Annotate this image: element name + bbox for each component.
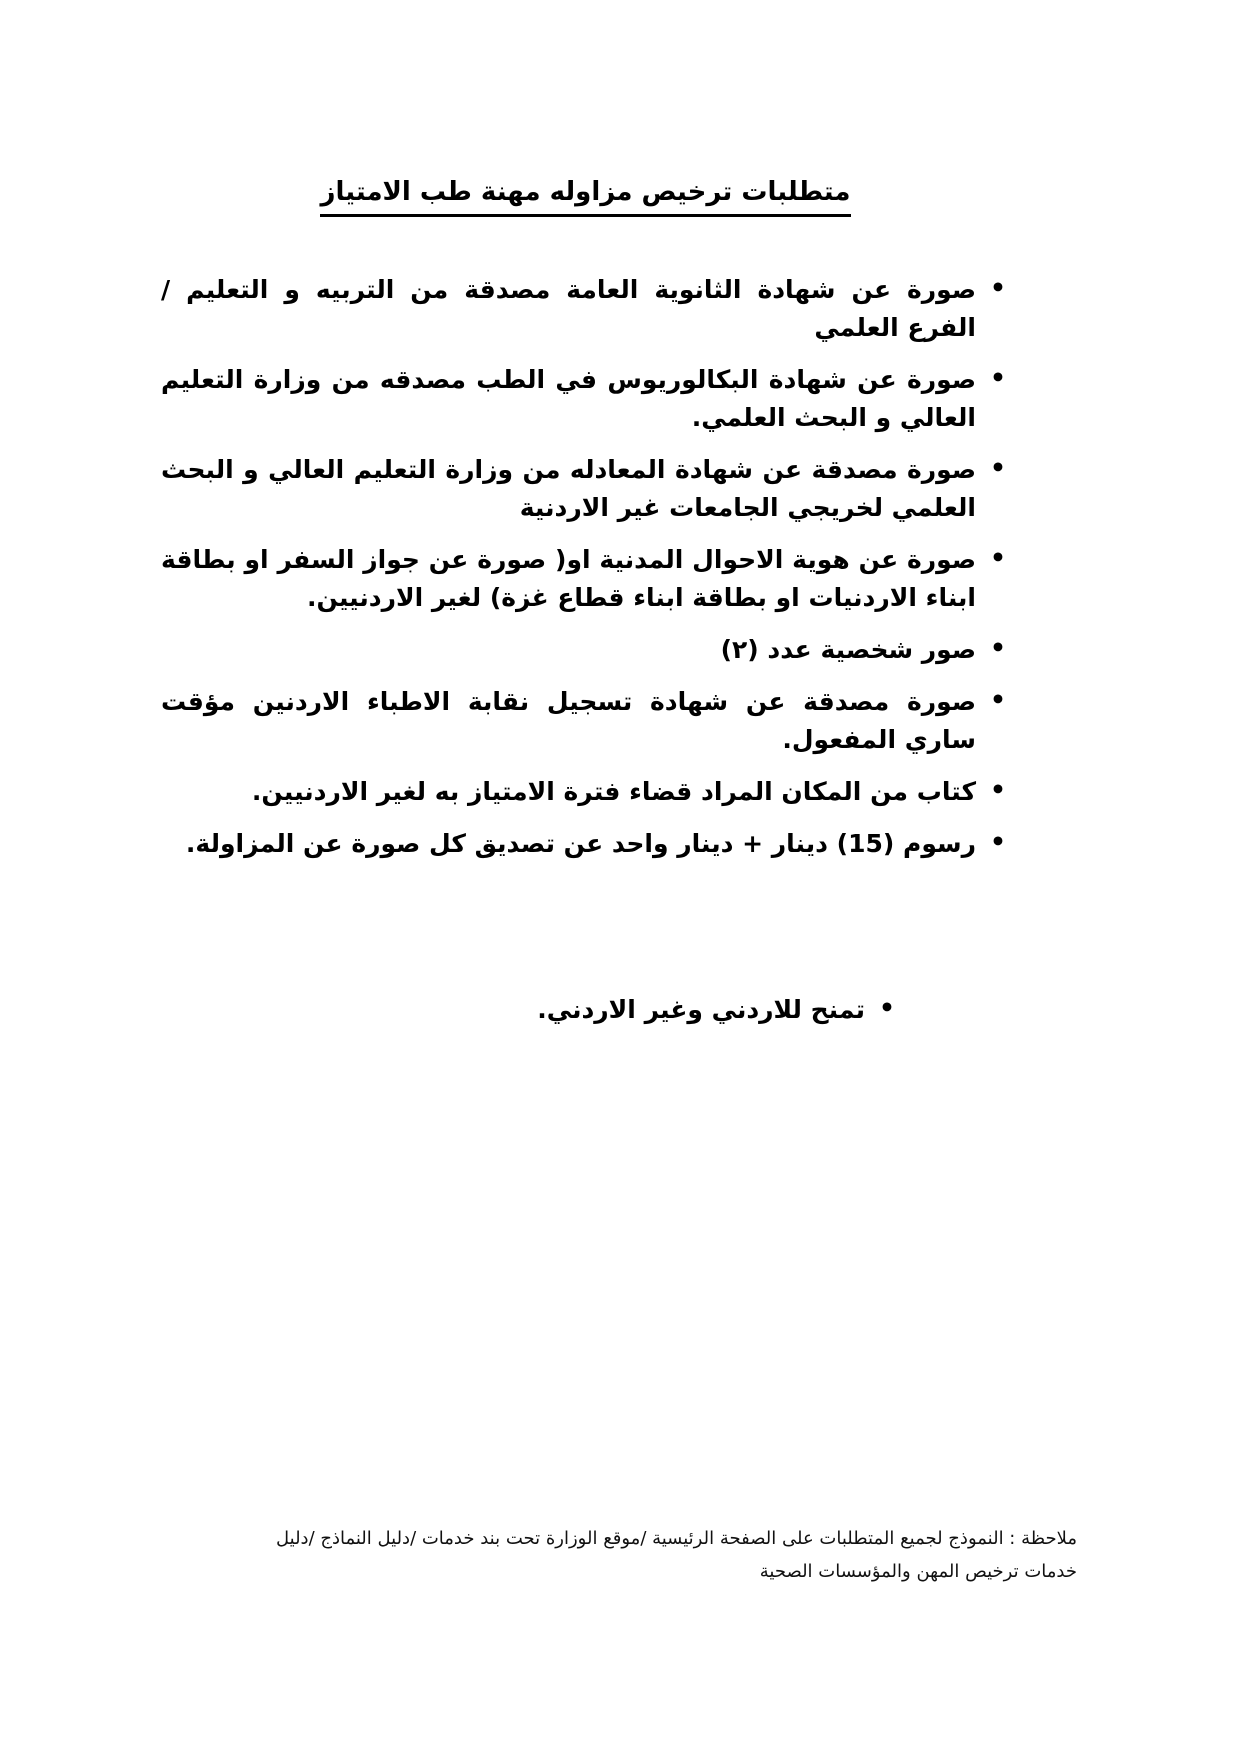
bullet-icon: • bbox=[990, 273, 1006, 302]
list-item bbox=[161, 683, 1010, 759]
list-item bbox=[161, 271, 1010, 347]
requirements-list bbox=[161, 271, 1010, 1029]
bullet-icon: • bbox=[990, 827, 1006, 856]
list-item bbox=[161, 631, 1010, 669]
list-item bbox=[161, 541, 1010, 617]
list-item-text: كتاب من المكان المراد قضاء فترة الامتياز به لغير الاردنيين. bbox=[251, 777, 976, 806]
list-item bbox=[161, 991, 899, 1029]
list-item bbox=[161, 451, 1010, 527]
bullet-icon: • bbox=[990, 775, 1006, 804]
footer-note bbox=[276, 1522, 1077, 1588]
list-item bbox=[161, 773, 1010, 811]
list-item-text: صور شخصية عدد (٢) bbox=[720, 635, 976, 664]
list-item-text: تمنح للاردني وغير الاردني. bbox=[537, 995, 865, 1024]
bullet-icon: • bbox=[990, 685, 1006, 714]
bullet-icon: • bbox=[990, 453, 1006, 482]
list-item-text: صورة عن شهادة الثانوية العامة مصدقة من التربيه و التعليم / الفرع العلمي bbox=[161, 275, 976, 342]
bullet-icon: • bbox=[990, 633, 1006, 662]
bullet-icon: • bbox=[879, 993, 895, 1022]
list-item-text: صورة مصدقة عن شهادة تسجيل نقابة الاطباء الاردنين مؤقت ساري المفعول. bbox=[161, 687, 976, 754]
list-item-text: صورة مصدقة عن شهادة المعادله من وزارة التعليم العالي و البحث العلمي لخريجي الجامعات غير الاردنية bbox=[161, 455, 976, 522]
list-item bbox=[161, 361, 1010, 437]
title-container bbox=[161, 172, 1010, 217]
list-item-text: صورة عن هوية الاحوال المدنية او( صورة عن جواز السفر او بطاقة ابناء الاردنيات او بطاقة ابناء قطاع غزة) لغير الاردنيين. bbox=[161, 545, 976, 612]
list-item-text: رسوم (15) دينار + دينار واحد عن تصديق كل صورة عن المزاولة. bbox=[185, 829, 976, 858]
page-title: متطلبات ترخيص مزاوله مهنة طب الامتياز bbox=[320, 172, 850, 217]
footer-note-line-2: خدمات ترخيص المهن والمؤسسات الصحية bbox=[759, 1561, 1077, 1582]
bullet-icon: • bbox=[990, 543, 1006, 572]
footer-note-line-1: ملاحظة : النموذج لجميع المتطلبات على الصفحة الرئيسية /موقع الوزارة تحت بند خدمات /دليل النماذج /دليل bbox=[276, 1528, 1077, 1549]
list-item bbox=[161, 825, 1010, 863]
list-item-text: صورة عن شهادة البكالوريوس في الطب مصدقه من وزارة التعليم العالي و البحث العلمي. bbox=[161, 365, 976, 432]
bullet-icon: • bbox=[990, 363, 1006, 392]
